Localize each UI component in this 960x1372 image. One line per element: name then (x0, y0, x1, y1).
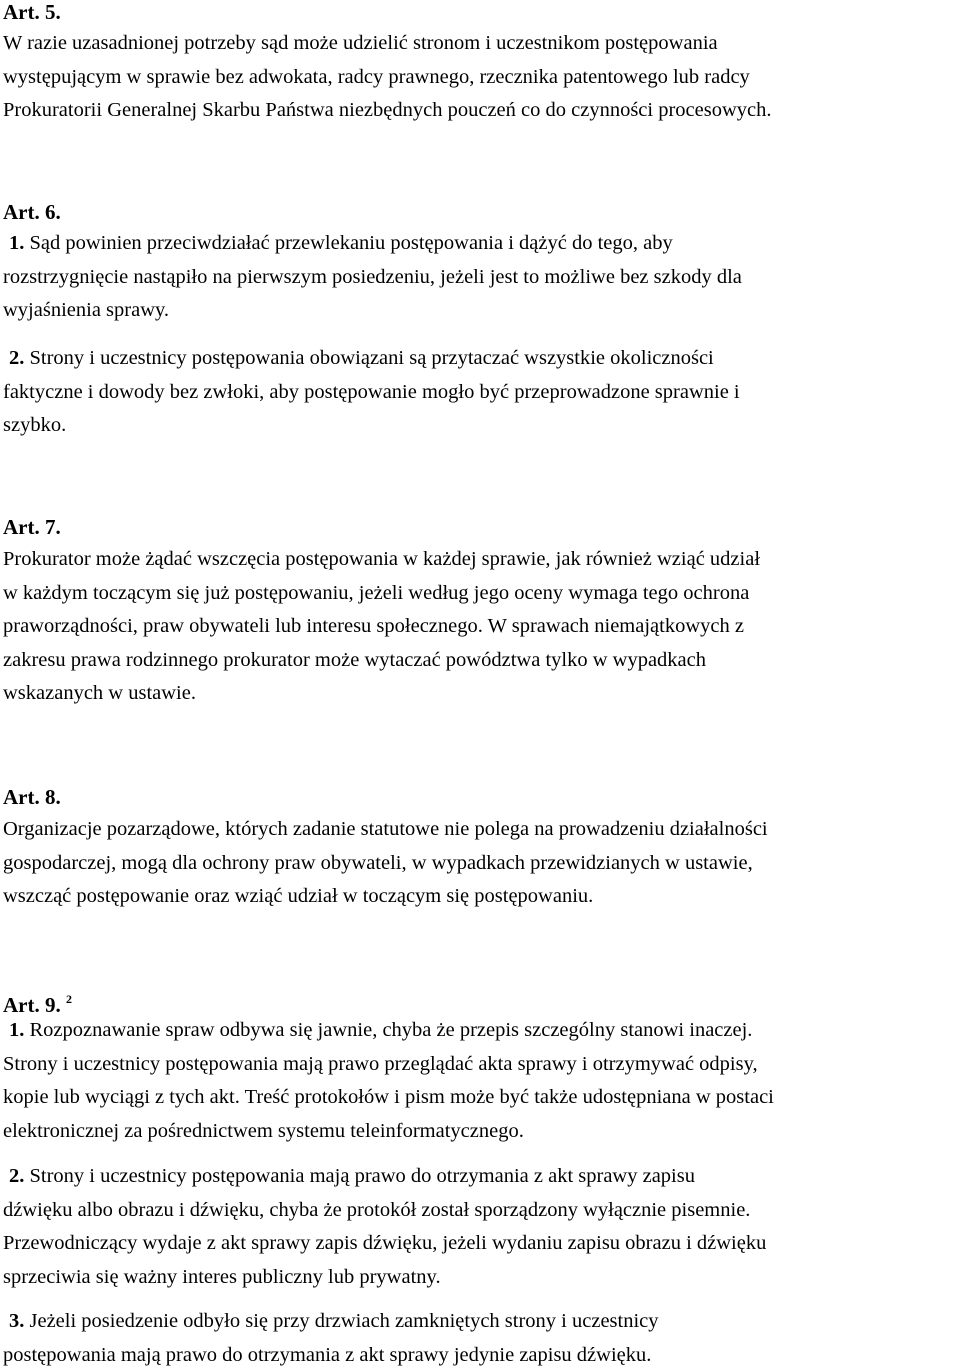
text-line: wskazanych w ustawie. (3, 682, 196, 705)
article-7-heading: Art. 7. (3, 515, 61, 539)
text-line: sprzeciwia się ważny interes publiczny lub prywatny. (3, 1265, 441, 1288)
section-number: 1. (9, 1019, 25, 1041)
article-5-text (3, 27, 957, 128)
text-line (3, 1305, 957, 1339)
text-line: wyjaśnienia sprawy. (3, 299, 170, 322)
article-8-text (3, 813, 957, 914)
text-line: W razie uzasadnionej potrzeby sąd może udzielić stronom i uczestnikom postępowania (3, 32, 718, 54)
article-6-section-2 (3, 342, 957, 443)
text-line: Strony i uczestnicy postępowania mają prawo przeglądać akta sprawy i otrzymywać odpisy, (3, 1052, 758, 1075)
section-number: 2. (9, 1165, 25, 1187)
text-line: zakresu prawa rodzinnego prokurator może wytaczać powództwa tylko w wypadkach (3, 648, 706, 671)
article-9-section-2 (3, 1160, 957, 1294)
article-6-heading: Art. 6. (3, 200, 61, 224)
text-line: elektronicznej za pośrednictwem systemu teleinformatycznego. (3, 1119, 524, 1142)
article-9-heading (3, 987, 72, 1017)
footnote-marker: 2 (65, 992, 72, 1006)
section-number: 3. (9, 1310, 25, 1332)
text-line: rozstrzygnięcie nastąpiło na pierwszym posiedzeniu, jeżeli jest to możliwe bez szkody dla (3, 265, 742, 288)
text-line: gospodarczej, mogą dla ochrony praw obywateli, w wypadkach przewidzianych w ustawie, (3, 851, 753, 874)
text-line: Organizacje pozarządowe, których zadanie statutowe nie polega na prowadzeniu działalności (3, 818, 768, 840)
text-line: Prokuratorii Generalnej Skarbu Państwa niezbędnych pouczeń co do czynności procesowych. (3, 99, 772, 122)
section-number: 2. (9, 347, 25, 369)
section-text: Strony i uczestnicy postępowania obowiązani są przytaczać wszystkie okoliczności (24, 347, 714, 369)
article-7-text (3, 543, 957, 711)
text-line (3, 1160, 957, 1194)
article-9-label: Art. 9. (3, 993, 61, 1017)
article-8-heading: Art. 8. (3, 785, 61, 809)
text-line: wszcząć postępowanie oraz wziąć udział w toczącym się postępowaniu. (3, 885, 594, 908)
text-line (3, 342, 957, 376)
section-number: 1. (9, 232, 25, 254)
text-line: występującym w sprawie bez adwokata, radcy prawnego, rzecznika patentowego lub radcy (3, 65, 750, 88)
article-9-section-1 (3, 1014, 957, 1148)
text-line: praworządności, praw obywateli lub interesu społecznego. W sprawach niemajątkowych z (3, 615, 744, 638)
text-line: kopie lub wyciągi z tych akt. Treść protokołów i pism może być także udostępniana w postaci (3, 1086, 774, 1109)
article-6-section-1 (3, 227, 957, 328)
section-text: Jeżeli posiedzenie odbyło się przy drzwiach zamkniętych strony i uczestnicy (24, 1310, 659, 1332)
text-line: dźwięku albo obrazu i dźwięku, chyba że protokół został sporządzony wyłącznie pisemnie. (3, 1198, 751, 1221)
text-line (3, 1014, 957, 1048)
section-text: Rozpoznawanie spraw odbywa się jawnie, chyba że przepis szczególny stanowi inaczej. (24, 1019, 753, 1041)
text-line: w każdym toczącym się już postępowaniu, jeżeli według jego oceny wymaga tego ochrona (3, 581, 750, 604)
section-text: Sąd powinien przeciwdziałać przewlekaniu postępowania i dążyć do tego, aby (24, 232, 673, 254)
text-line: Prokurator może żądać wszczęcia postępowania w każdej sprawie, jak również wziąć udział (3, 548, 761, 570)
text-line: szybko. (3, 414, 67, 437)
text-line: Przewodniczący wydaje z akt sprawy zapis dźwięku, jeżeli wydaniu zapisu obrazu i dźwięku (3, 1232, 767, 1255)
text-line: postępowania mają prawo do otrzymania z akt sprawy jedynie zapisu dźwięku. (3, 1343, 652, 1366)
text-line: faktyczne i dowody bez zwłoki, aby postępowanie mogło być przeprowadzone sprawnie i (3, 380, 740, 403)
article-5-heading: Art. 5. (3, 0, 61, 24)
text-line (3, 227, 957, 261)
section-text: Strony i uczestnicy postępowania mają prawo do otrzymania z akt sprawy zapisu (24, 1165, 695, 1187)
article-9-section-3 (3, 1305, 957, 1372)
